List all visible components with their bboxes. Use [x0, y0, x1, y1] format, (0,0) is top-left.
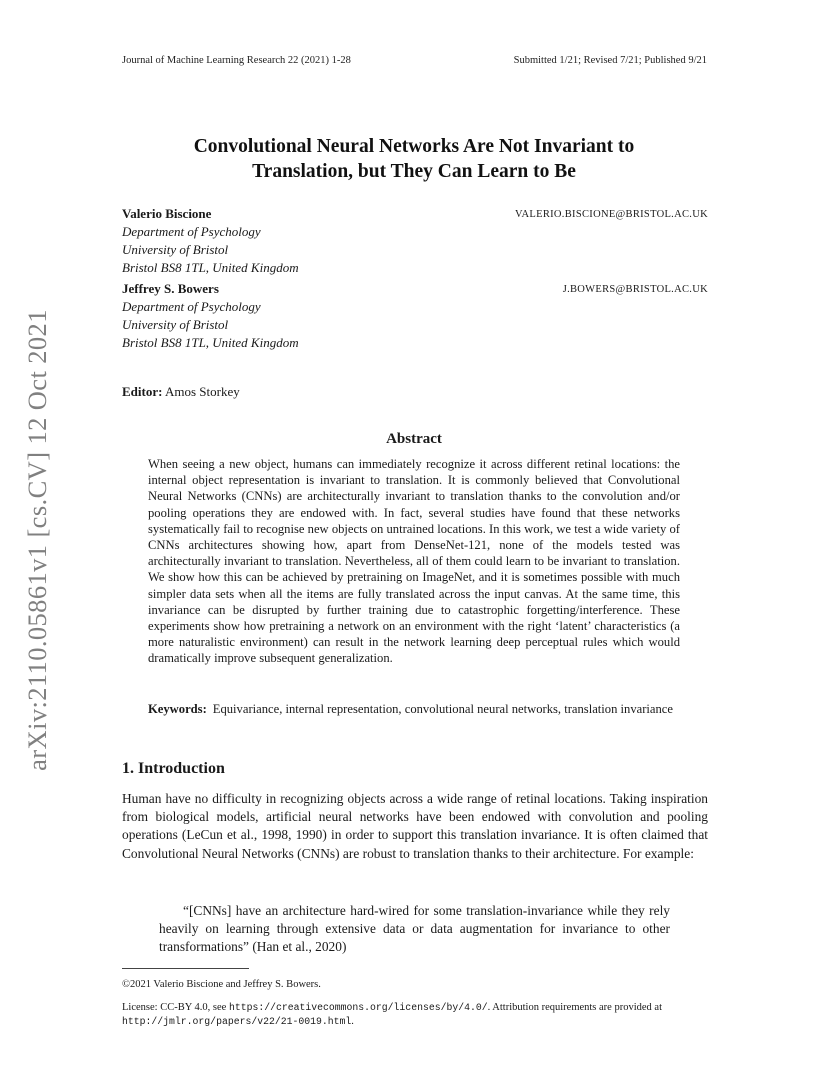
author-block [122, 281, 708, 352]
paper-link[interactable]: http://jmlr.org/papers/v22/21-0019.html [122, 1016, 352, 1027]
license-middle: . Attribution requirements are provided at [487, 1002, 662, 1013]
section-heading: 1. Introduction [122, 760, 225, 777]
author-name: Valerio Biscione [122, 206, 212, 221]
arxiv-stamp: arXiv:2110.05861v1 [cs.CV] 12 Oct 2021 [22, 309, 52, 771]
author-department: Department of Psychology [122, 299, 261, 314]
author-university: University of Bristol [122, 242, 229, 257]
license-notice [122, 1001, 708, 1029]
intro-paragraph: Human have no difficulty in recognizing objects across a wide range of retinal locations. Taking inspiration from biological models, artificial neural networks have been endowed with convolution and pooling operations (LeCun et al., 1998, 1990) in order to support this translation invariance. It is often claimed that Convolutional Neural Networks (CNNs) are robust to translation thanks to their architecture. For example: [122, 791, 708, 861]
license-end: . [351, 1016, 354, 1027]
keywords [148, 701, 680, 717]
abstract-heading: Abstract [386, 431, 442, 447]
footnote-rule [122, 968, 249, 969]
journal-header: Journal of Machine Learning Research 22 (2021) 1-28 [122, 55, 351, 66]
author-email[interactable]: VALERIO.BISCIONE@BRISTOL.AC.UK [514, 209, 708, 220]
submission-dates: Submitted 1/21; Revised 7/21; Published 9/21 [513, 55, 707, 66]
keywords-label: Keywords: [148, 702, 207, 716]
keywords-text: Equivariance, internal representation, convolutional neural networks, translation invariance [212, 702, 673, 716]
editor-label: Editor: [122, 384, 163, 399]
title-line: Translation, but They Can Learn to Be [252, 161, 576, 182]
editor-line [122, 384, 240, 400]
author-university: University of Bristol [122, 317, 229, 332]
author-email[interactable]: J.BOWERS@BRISTOL.AC.UK [562, 284, 708, 295]
license-link[interactable]: https://creativecommons.org/licenses/by/4.0/ [228, 1002, 488, 1013]
author-name: Jeffrey S. Bowers [122, 281, 219, 296]
author-address: Bristol BS8 1TL, United Kingdom [122, 260, 299, 275]
paper-title [100, 134, 728, 184]
author-department: Department of Psychology [122, 224, 261, 239]
copyright-notice: ©2021 Valerio Biscione and Jeffrey S. Bowers. [122, 979, 321, 990]
abstract-text: When seeing a new object, humans can immediately recognize it across different retinal locations: the internal object representation is invariant to translation. It is commonly believed that Convolutional Neural Networks (CNNs) are architecturally invariant to translation thanks to the convolution and/or pooling operations they are endowed with. In fact, several studies have found that these networks systematically fail to recognise new objects on untrained locations. In this work, we test a wide variety of CNNs architectures showing how, apart from DenseNet-121, none of the models tested was architecturally invariant to translation. Nevertheless, all of them could learn to be invariant to translation. We show how this can be achieved by pretraining on ImageNet, and it is sometimes possible with much simpler data sets when all the items are fully translated across the input canvas. At the same time, this invariance can be disrupted by further training due to catastrophic forgetting/interference. These experiments show how pretraining a network on an environment with the right ‘latent’ characteristics (a more naturalistic environment) can result in the network learning deep perceptual rules which would dramatically improve subsequent generalization. [148, 457, 680, 666]
license-prefix: License: CC-BY 4.0, see [122, 1002, 229, 1013]
author-address: Bristol BS8 1TL, United Kingdom [122, 335, 299, 350]
title-line: Convolutional Neural Networks Are Not Invariant to [193, 136, 635, 157]
author-block [122, 206, 708, 277]
editor-name: Amos Storkey [165, 384, 240, 399]
block-quote: “[CNNs] have an architecture hard-wired for some translation-invariance while they rely heavily on learning through extensive data or data augmentation for invariance to other transformations” (Han et al., 2020) [159, 903, 670, 955]
